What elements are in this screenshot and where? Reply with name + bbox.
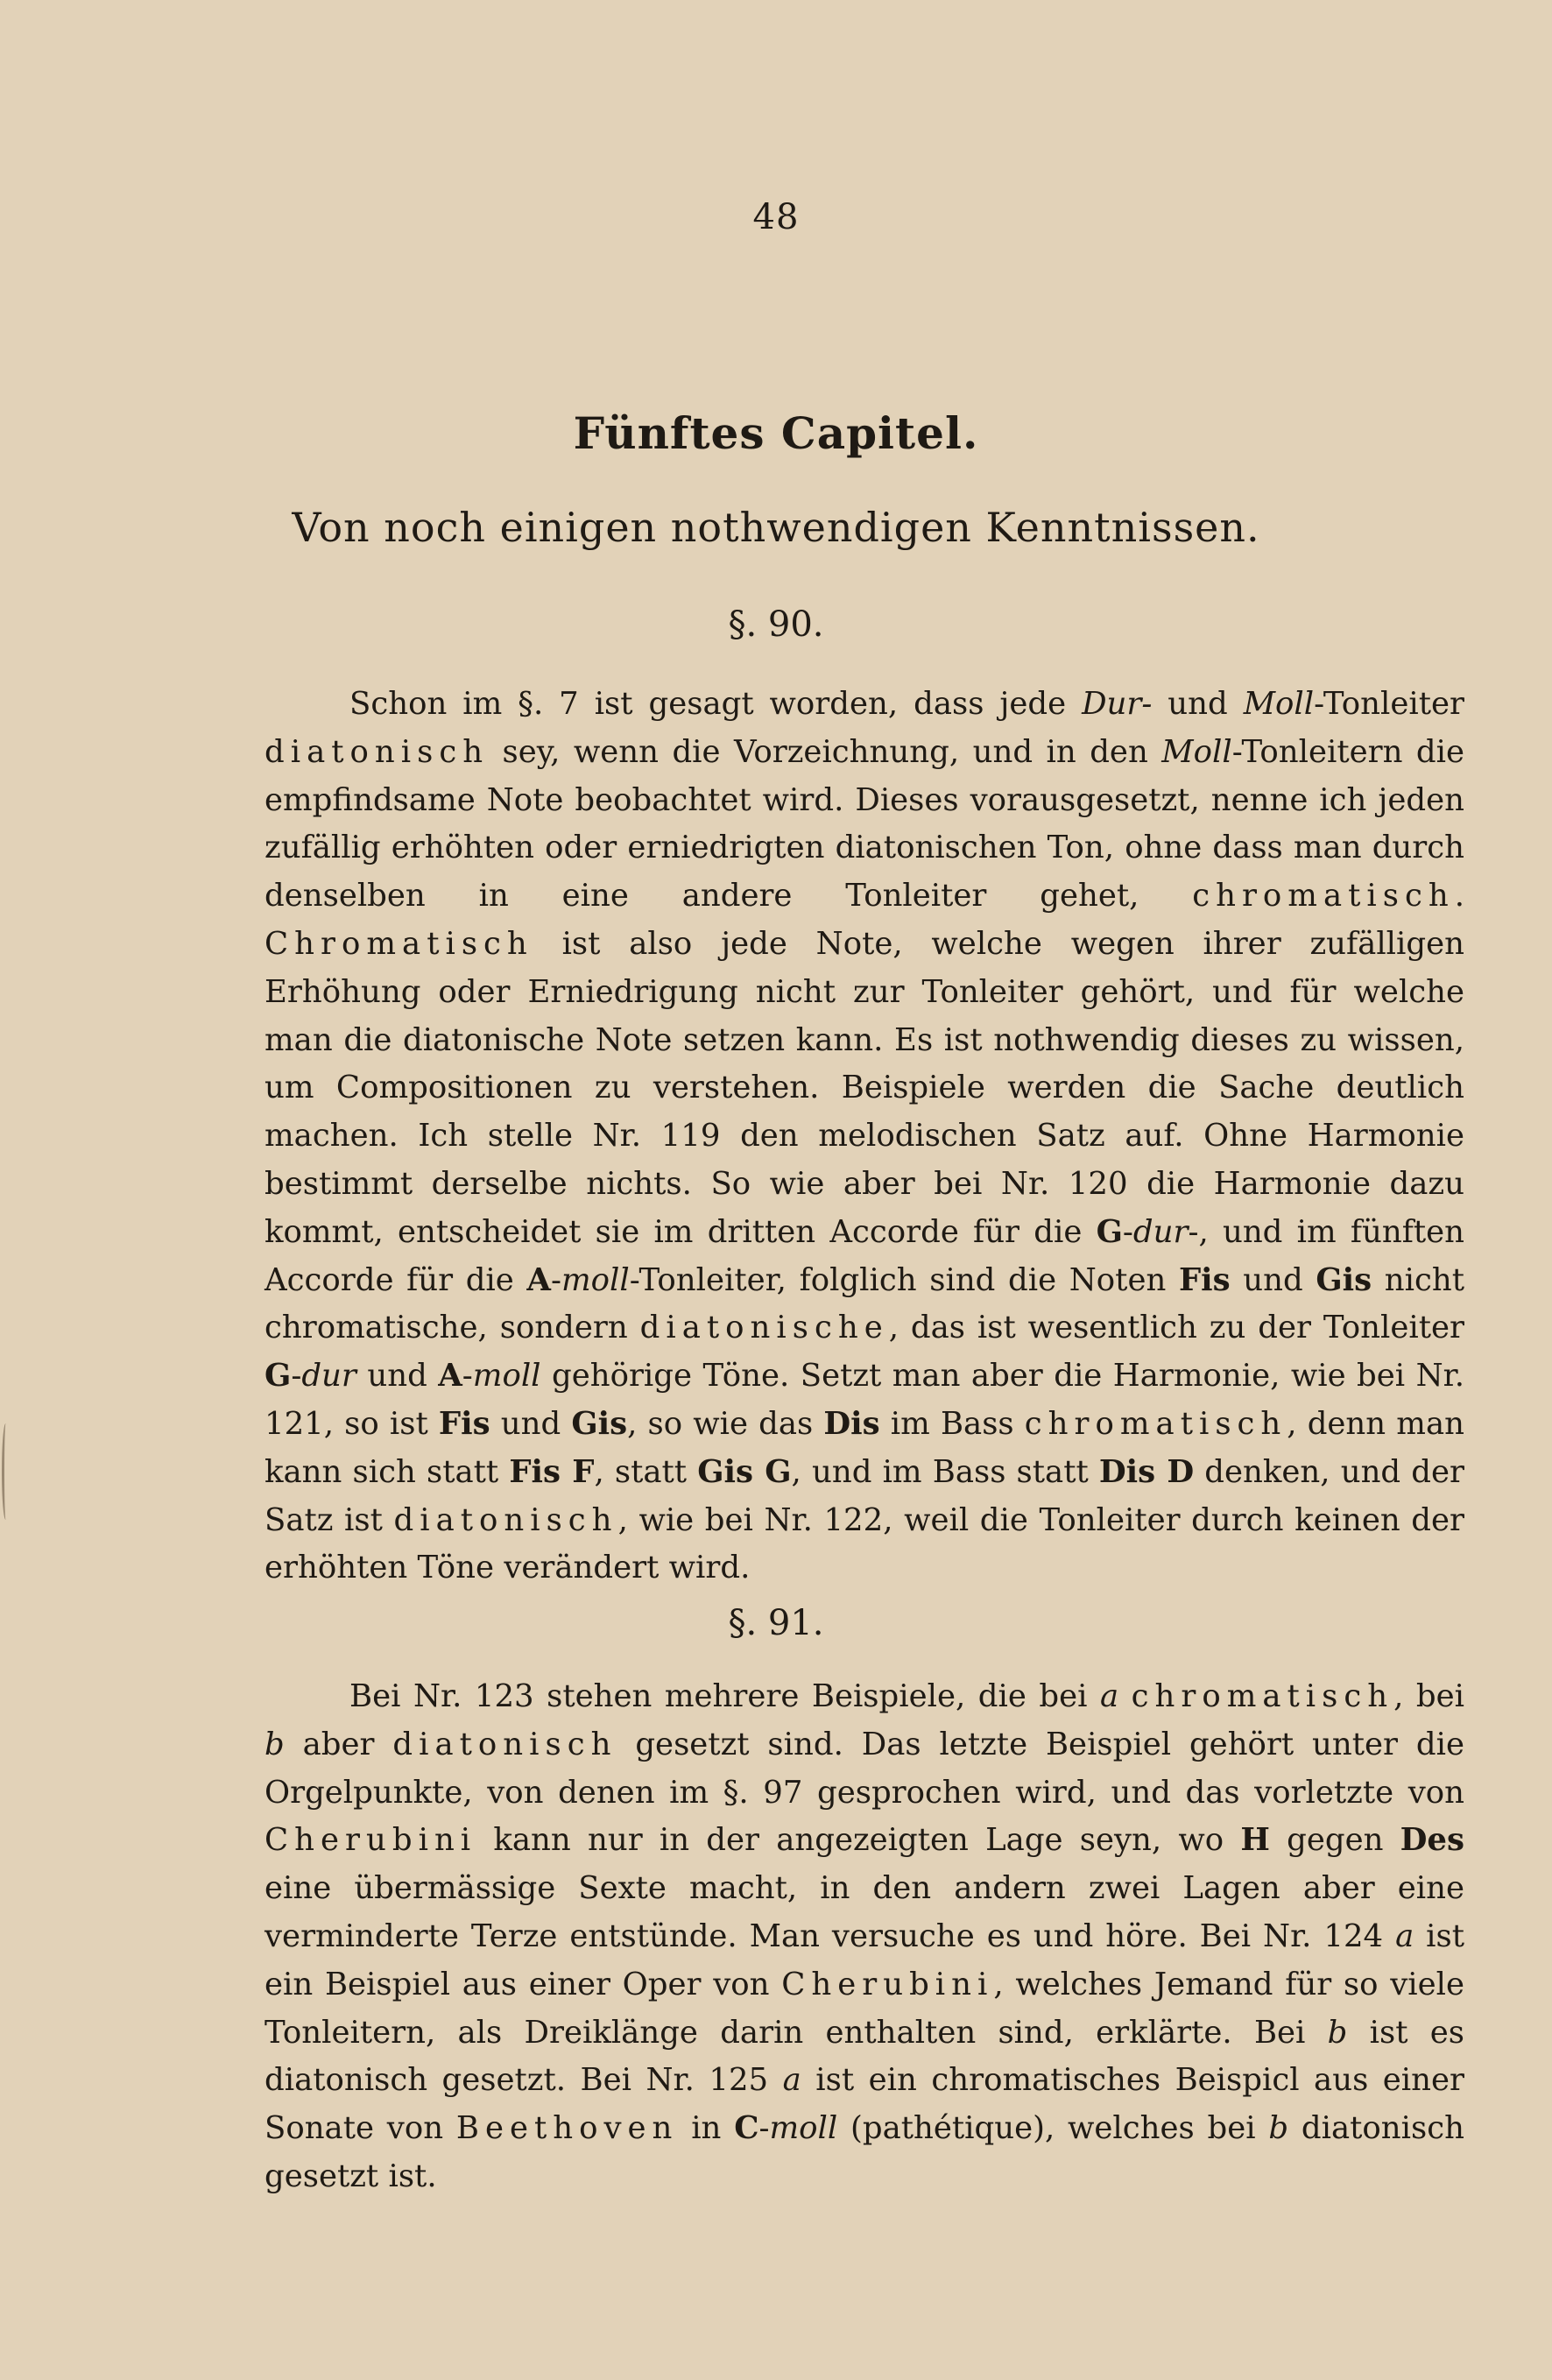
section-heading-90: §. 90.	[728, 604, 824, 645]
spaced-term: chromatisch	[1024, 1405, 1287, 1442]
spaced-term: Cherubini	[781, 1966, 994, 2002]
text-run: gegen	[1269, 1822, 1400, 1859]
text-run: (pathétique), welches bei	[837, 2110, 1269, 2147]
text-run: aber	[284, 1726, 393, 1762]
text-run: und	[490, 1405, 572, 1442]
bold-term: A	[438, 1358, 462, 1395]
italic-term: dur	[301, 1358, 356, 1395]
italic-term: dur	[1132, 1213, 1189, 1250]
margin-mark	[2, 1423, 10, 1520]
text-run: -Tonleitern die empfindsame Note beobachtet wird. Dieses vorausgesetzt, nenne ich jeden zufällig erhöhten oder erniedrigten diatonischen Ton, ohne dass man durch denselben in eine andere Tonleiter gehet,	[265, 733, 1464, 915]
text-run: denken, und der Satz ist	[265, 1453, 1465, 1538]
spaced-term: Beethoven	[455, 2110, 679, 2147]
page-number: 48	[752, 197, 800, 237]
chapter-subtitle: Von noch einigen nothwendigen Kenntnissen.	[292, 504, 1260, 551]
bold-term: C	[734, 2110, 759, 2147]
text-run: ist es diatonisch gesetzt. Bei Nr. 125	[265, 2014, 1464, 2099]
paragraph-section-91	[265, 1673, 1464, 2201]
text-run: nicht chromatische, sondern	[265, 1261, 1464, 1346]
text-run: gesetzt sind. Das letzte Beispiel gehört unter die Orgelpunkte, von denen im §. 97 gesprochen wird, und das vorletzte von	[265, 1726, 1464, 1811]
text-run: -, und im fünften Accorde für die	[265, 1213, 1464, 1298]
bold-term: H	[1240, 1822, 1270, 1859]
text-run: , wie bei Nr. 122, weil die Tonleiter durch keinen der erhöhten Töne verändert wird.	[265, 1501, 1464, 1586]
text-run: -	[550, 1261, 561, 1298]
spaced-term: chromatisch	[1131, 1678, 1394, 1714]
text-run: diatonisch gesetzt ist.	[265, 2110, 1464, 2194]
italic-term: Moll	[1161, 733, 1232, 770]
text-run: , das ist wesentlich zu der Tonleiter	[888, 1310, 1464, 1346]
italic-term: b	[1327, 2014, 1348, 2051]
text-run: -	[758, 2110, 770, 2147]
text-run: , statt	[594, 1453, 698, 1490]
spaced-term: diatonisch	[265, 733, 490, 770]
text-run: .	[1454, 878, 1464, 915]
text-run: ist also jede Note, welche wegen ihrer zufälligen Erhöhung oder Erniedrigung nicht zur Tonleiter gehört, und für welche man die diatonische Note setzen kann. Es ist nothwendig dieses zu wissen, um Compositionen zu verstehen. Beispiele werden die Sache deutlich machen. Ich stelle Nr. 119 den melodischen Satz auf. Ohne Harmonie bestimmt derselbe nichts. So wie aber bei Nr. 120 die Harmonie dazu kommt, entscheidet sie im dritten Accorde für die	[265, 925, 1464, 1250]
text-run: -	[291, 1358, 302, 1395]
text-run: sey, wenn die Vorzeichnung, und in den	[489, 733, 1162, 770]
italic-term: moll	[769, 2110, 838, 2147]
bold-term: G	[265, 1358, 292, 1395]
section-heading-91: §. 91.	[728, 1603, 824, 1643]
bold-term: Fis	[438, 1405, 490, 1442]
text-run: ist ein chromatisches Beispicl aus einer Sonate von	[265, 2062, 1464, 2147]
spaced-term: Chromatisch	[265, 925, 533, 962]
text-run: Bei Nr. 123 stehen mehrere Beispiele, die bei	[349, 1678, 1100, 1714]
italic-term: moll	[561, 1261, 630, 1298]
spaced-term: Cherubini	[265, 1822, 477, 1859]
italic-term: b	[265, 1726, 285, 1762]
text-run: und	[356, 1358, 439, 1395]
spaced-term: chromatisch	[1192, 878, 1455, 915]
text-run: , denn man kann sich statt	[265, 1405, 1464, 1490]
text-run: Schon im §. 7 ist gesagt worden, dass jede	[349, 686, 1083, 722]
italic-term: a	[1099, 1678, 1119, 1714]
italic-term: a	[1395, 1917, 1414, 1954]
text-run: ist ein Beispiel aus einer Oper von	[265, 1917, 1464, 2002]
spaced-term: diatonisch	[392, 1726, 617, 1762]
bold-term: Fis	[1178, 1261, 1231, 1298]
italic-term: Dur-	[1082, 686, 1153, 722]
bold-term: Gis	[571, 1405, 628, 1442]
italic-term: moll	[472, 1358, 541, 1395]
text-run: eine übermässige Sexte macht, in den andern zwei Lagen aber eine verminderte Terze entstünde. Man versuche es und höre. Bei Nr. 124	[265, 1870, 1464, 1954]
italic-term: a	[782, 2062, 801, 2099]
chapter-title: Fünftes Capitel.	[573, 407, 979, 459]
spaced-term: diatonische	[639, 1310, 889, 1346]
text-run: -	[1122, 1213, 1133, 1250]
bold-term: A	[526, 1261, 551, 1298]
text-run: -Tonleiter, folglich sind die Noten	[629, 1261, 1179, 1298]
bold-term: Gis	[1316, 1261, 1372, 1298]
text-run: -	[462, 1358, 473, 1395]
bold-term: Fis F	[509, 1453, 595, 1490]
text-run: und	[1230, 1261, 1316, 1298]
text-run: , und im Bass statt	[791, 1453, 1099, 1490]
spaced-term: diatonisch	[393, 1501, 618, 1538]
bold-term: Des	[1400, 1822, 1464, 1859]
text-run: gehörige Töne. Setzt man aber die Harmonie, wie bei Nr. 121, so ist	[265, 1358, 1464, 1442]
italic-term: Moll	[1243, 686, 1315, 722]
bold-term: Gis G	[697, 1453, 792, 1490]
text-run: kann nur in der angezeigten Lage seyn, wo	[476, 1822, 1241, 1859]
italic-term: b	[1268, 2110, 1289, 2147]
bold-term: Dis	[823, 1405, 880, 1442]
bold-term: G	[1096, 1213, 1123, 1250]
text-run: , welches Jemand für so viele Tonleitern, als Dreiklänge darin enthalten sind, erklärte. Bei	[265, 1966, 1464, 2051]
paragraph-section-90	[265, 681, 1464, 1593]
text-run: -Tonleiter	[1314, 686, 1464, 722]
text-run: und	[1152, 686, 1244, 722]
bold-term: Dis D	[1098, 1453, 1195, 1490]
text-run: , bei	[1393, 1678, 1464, 1714]
text-run: im Bass	[879, 1405, 1025, 1442]
text-run: , so wie das	[627, 1405, 824, 1442]
text-run	[1118, 1678, 1132, 1714]
text-run: in	[678, 2110, 735, 2147]
